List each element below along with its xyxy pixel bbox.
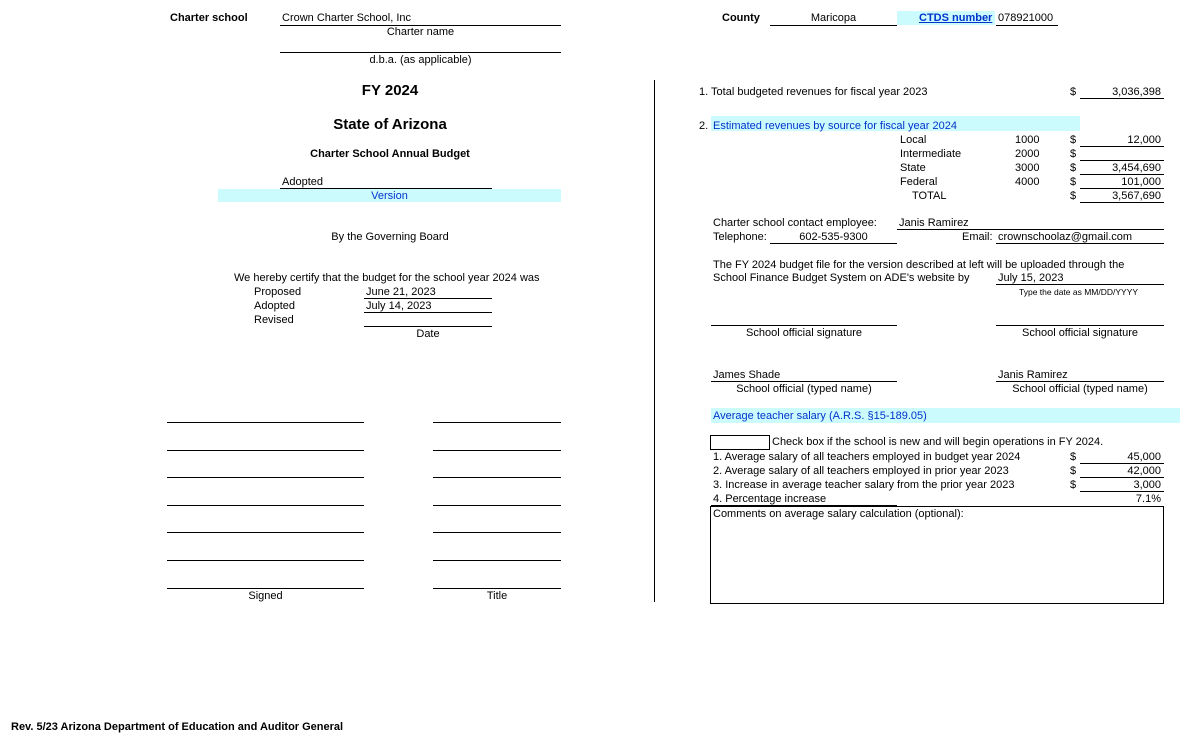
dba-caption: d.b.a. (as applicable) (369, 54, 472, 66)
source-value[interactable]: 101,000 (1121, 176, 1161, 188)
charter-school-label: Charter school (170, 12, 248, 24)
title-line-7[interactable] (433, 588, 561, 589)
source-code: 1000 (1015, 134, 1040, 146)
signed-line-1[interactable] (167, 422, 364, 423)
ctds-number-link[interactable]: CTDS number (919, 12, 993, 24)
salary-row-value[interactable]: 42,000 (1127, 465, 1161, 477)
title-caption: Title (486, 590, 508, 602)
total-value[interactable]: 3,567,690 (1112, 190, 1161, 202)
telephone-label: Telephone: (713, 231, 767, 243)
state-title: State of Arizona (333, 116, 447, 133)
proposed-label: Proposed (254, 286, 302, 298)
signed-line-5[interactable] (167, 532, 364, 533)
fy-title: FY 2024 (361, 82, 419, 99)
official-name-underline-left (711, 381, 897, 382)
salary-row-underline (1080, 463, 1164, 464)
estimated-revenues-label: Estimated revenues by source for fiscal year 2024 (713, 120, 957, 132)
salary-row-label: 1. Average salary of all teachers employed in budget year 2024 (713, 451, 1021, 463)
source-code: 2000 (1015, 148, 1040, 160)
total-revenues-underline (1080, 98, 1164, 99)
source-name: Federal (900, 176, 938, 188)
title-line-4[interactable] (433, 505, 561, 506)
source-underline (1080, 188, 1164, 189)
source-value[interactable]: 12,000 (1127, 134, 1161, 146)
source-currency: $ (1070, 176, 1077, 188)
comments-label: Comments on average salary calculation (optional): (713, 508, 964, 520)
source-value[interactable]: 3,454,690 (1112, 162, 1161, 174)
official-signature-caption-left: School official signature (746, 327, 862, 339)
upload-text-line1: The FY 2024 budget file for the version described at left will be uploaded through the (713, 259, 1125, 271)
county-underline (770, 25, 897, 26)
official-typed-caption-right: School official (typed name) (1012, 383, 1148, 395)
salary-row-label: 2. Average salary of all teachers employed in prior year 2023 (713, 465, 1009, 477)
total-label: TOTAL (912, 190, 947, 202)
revised-label: Revised (254, 314, 294, 326)
source-currency: $ (1070, 134, 1077, 146)
adopted-label: Adopted (254, 300, 295, 312)
adopted-date[interactable]: July 14, 2023 (366, 300, 432, 312)
source-underline (1080, 174, 1164, 175)
salary-row-currency: $ (1070, 451, 1077, 463)
title-line-5[interactable] (433, 532, 561, 533)
source-code: 3000 (1015, 162, 1040, 174)
signed-line-2[interactable] (167, 450, 364, 451)
title-line-3[interactable] (433, 477, 561, 478)
county-label: County (722, 12, 760, 24)
official-signature-caption-right: School official signature (1022, 327, 1138, 339)
total-revenues-currency: $ (1070, 86, 1077, 98)
county-value[interactable]: Maricopa (810, 12, 857, 24)
email-underline (996, 243, 1164, 244)
official-signature-line-left[interactable] (711, 325, 897, 326)
salary-row-value[interactable]: 3,000 (1133, 479, 1161, 491)
official-name-right[interactable]: Janis Ramirez (998, 369, 1068, 381)
upload-date-hint: Type the date as MM/DD/YYYY (1019, 287, 1139, 297)
total-underline (1080, 202, 1164, 203)
official-signature-line-right[interactable] (996, 325, 1164, 326)
charter-name-value[interactable]: Crown Charter School, Inc (282, 12, 411, 24)
proposed-underline (364, 298, 492, 299)
estimated-revenues-number: 2. (699, 120, 709, 132)
governing-board-text: By the Governing Board (331, 231, 449, 243)
column-divider (654, 80, 655, 602)
source-underline (1080, 146, 1164, 147)
source-underline (1080, 160, 1164, 161)
charter-name-caption: Charter name (386, 26, 455, 38)
upload-text-line2: School Finance Budget System on ADE's website by (713, 272, 970, 284)
adopted-underline (364, 312, 492, 313)
proposed-date[interactable]: June 21, 2023 (366, 286, 436, 298)
official-name-left[interactable]: James Shade (713, 369, 781, 381)
source-currency: $ (1070, 162, 1077, 174)
title-line-2[interactable] (433, 450, 561, 451)
version-value[interactable]: Adopted (282, 176, 323, 188)
budget-subtitle: Charter School Annual Budget (310, 148, 470, 160)
source-name: Local (900, 134, 927, 146)
dba-underline[interactable] (280, 52, 561, 53)
salary-row-label: 4. Percentage increase (713, 493, 827, 505)
version-caption: Version (371, 190, 408, 202)
official-typed-caption-left: School official (typed name) (736, 383, 872, 395)
source-currency: $ (1070, 148, 1077, 160)
salary-header: Average teacher salary (A.R.S. §15-189.05) (713, 410, 927, 422)
date-caption: Date (416, 328, 440, 340)
source-name: State (900, 162, 926, 174)
ctds-value[interactable]: 078921000 (998, 12, 1054, 24)
salary-row-underline (1080, 491, 1164, 492)
percentage-value[interactable]: 7.1% (1135, 493, 1161, 505)
telephone-underline (770, 243, 897, 244)
revised-underline (364, 326, 492, 327)
certify-text: We hereby certify that the budget for the school year 2024 was (234, 272, 540, 284)
upload-date-value[interactable]: July 15, 2023 (998, 272, 1064, 284)
title-line-6[interactable] (433, 560, 561, 561)
title-line-1[interactable] (433, 422, 561, 423)
upload-date-underline (996, 284, 1164, 285)
telephone-value[interactable]: 602-535-9300 (799, 231, 868, 243)
signed-line-6[interactable] (167, 560, 364, 561)
comments-box[interactable] (710, 506, 1164, 604)
footer-revision: Rev. 5/23 Arizona Department of Education and Auditor General (11, 721, 344, 733)
source-code: 4000 (1015, 176, 1040, 188)
signed-line-3[interactable] (167, 477, 364, 478)
new-school-checkbox[interactable] (710, 435, 770, 450)
salary-row-currency: $ (1070, 465, 1077, 477)
total-currency: $ (1070, 190, 1077, 202)
contact-employee-value[interactable]: Janis Ramirez (899, 217, 969, 229)
contact-employee-underline (897, 229, 1164, 230)
total-revenues-value[interactable]: 3,036,398 (1112, 86, 1161, 98)
ctds-underline (996, 25, 1058, 26)
salary-row-label: 3. Increase in average teacher salary from the prior year 2023 (713, 479, 1015, 491)
salary-row-underline (1080, 477, 1164, 478)
official-name-underline-right (996, 381, 1164, 382)
signed-caption: Signed (248, 590, 283, 602)
source-name: Intermediate (900, 148, 962, 160)
signed-line-4[interactable] (167, 505, 364, 506)
salary-row-value[interactable]: 45,000 (1127, 451, 1161, 463)
email-label: Email: (962, 231, 993, 243)
new-school-checkbox-label: Check box if the school is new and will begin operations in FY 2024. (772, 436, 1104, 448)
email-value[interactable]: crownschoolaz@gmail.com (998, 231, 1133, 243)
signed-line-7[interactable] (167, 588, 364, 589)
salary-row-currency: $ (1070, 479, 1077, 491)
total-revenues-label: 1. Total budgeted revenues for fiscal year 2023 (699, 86, 928, 98)
contact-employee-label: Charter school contact employee: (713, 217, 877, 229)
